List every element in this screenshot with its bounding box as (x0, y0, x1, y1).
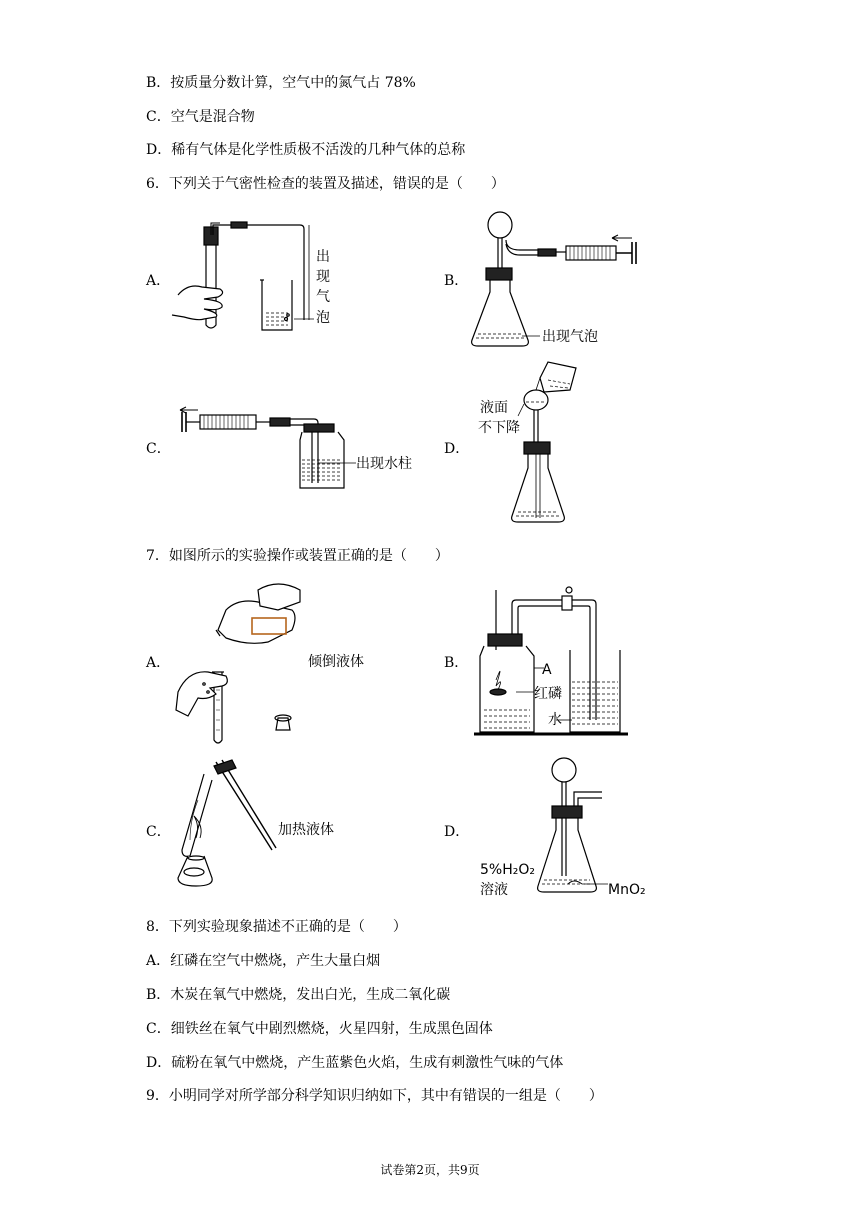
q8-option-a: A．红磷在空气中燃烧，产生大量白烟 (146, 953, 381, 969)
page-footer: 试卷第2页，共9页 (380, 1163, 480, 1177)
q6-figure-d (478, 360, 608, 528)
q7-b-text-a: A (542, 662, 552, 678)
q8-option-b: B．木炭在氧气中燃烧，发出白光，生成二氧化碳 (146, 987, 451, 1003)
q6-label-d: D． (444, 441, 470, 457)
q7-figure-d (478, 756, 658, 901)
q7-label-b: B． (444, 655, 469, 671)
funnel-icon (488, 212, 512, 238)
q7-d-text-h2o2: 5%H₂O₂ (480, 862, 535, 878)
q7-figure-b (474, 590, 654, 740)
q6-d-text-2: 不下降 (478, 420, 520, 436)
q5-option-d: D．稀有气体是化学性质极不活泼的几种气体的总称 (146, 142, 466, 158)
q7-b-text-water: 水 (548, 712, 562, 728)
q7-c-text: 加热液体 (278, 822, 334, 838)
q7-label-d: D． (444, 824, 470, 840)
q7-label-a: A． (146, 655, 171, 671)
q6-label-b: B． (444, 273, 469, 289)
q6-a-text-4: 泡 (316, 310, 330, 326)
q6-figure-a (168, 225, 348, 335)
q6-figure-c (178, 388, 418, 488)
q5-option-c: C．空气是混合物 (146, 109, 255, 125)
q8-option-c: C．细铁丝在氧气中剧烈燃烧，火星四射，生成黑色固体 (146, 1021, 493, 1037)
q6-figure-b (470, 210, 650, 355)
q8-option-d: D．硫粉在氧气中燃烧，产生蓝紫色火焰，生成有刺激性气味的气体 (146, 1055, 564, 1071)
q6-a-text-1: 出 (316, 249, 330, 265)
q7-b-text-phosphorus: 红磷 (534, 686, 562, 702)
q9-stem: 9．小明同学对所学部分科学知识归纳如下，其中有错误的一组是（ ） (146, 1088, 603, 1104)
q7-figure-a (168, 580, 388, 745)
q6-c-text: 出现水柱 (356, 456, 412, 472)
q7-stem: 7．如图所示的实验操作或装置正确的是（ ） (146, 548, 449, 564)
q6-label-c: C． (146, 441, 171, 457)
q5-option-b: B．按质量分数计算，空气中的氮气占 78% (146, 75, 416, 91)
q7-d-text-mno2: MnO₂ (608, 882, 646, 898)
q6-label-a: A． (146, 273, 171, 289)
q6-b-text: 出现气泡 (542, 329, 598, 345)
q6-a-text-3: 气 (316, 289, 330, 305)
q8-stem: 8．下列实验现象描述不正确的是（ ） (146, 919, 407, 935)
q7-d-text-solution: 溶液 (480, 882, 508, 898)
q7-a-text: 倾倒液体 (308, 654, 364, 670)
beaker-icon (540, 362, 576, 392)
q6-d-text-1: 液面 (480, 400, 508, 416)
q7-label-c: C． (146, 824, 171, 840)
q6-a-text-2: 现 (316, 269, 330, 285)
q6-stem: 6．下列关于气密性检查的装置及描述，错误的是（ ） (146, 176, 505, 192)
q7-figure-c (176, 760, 376, 890)
